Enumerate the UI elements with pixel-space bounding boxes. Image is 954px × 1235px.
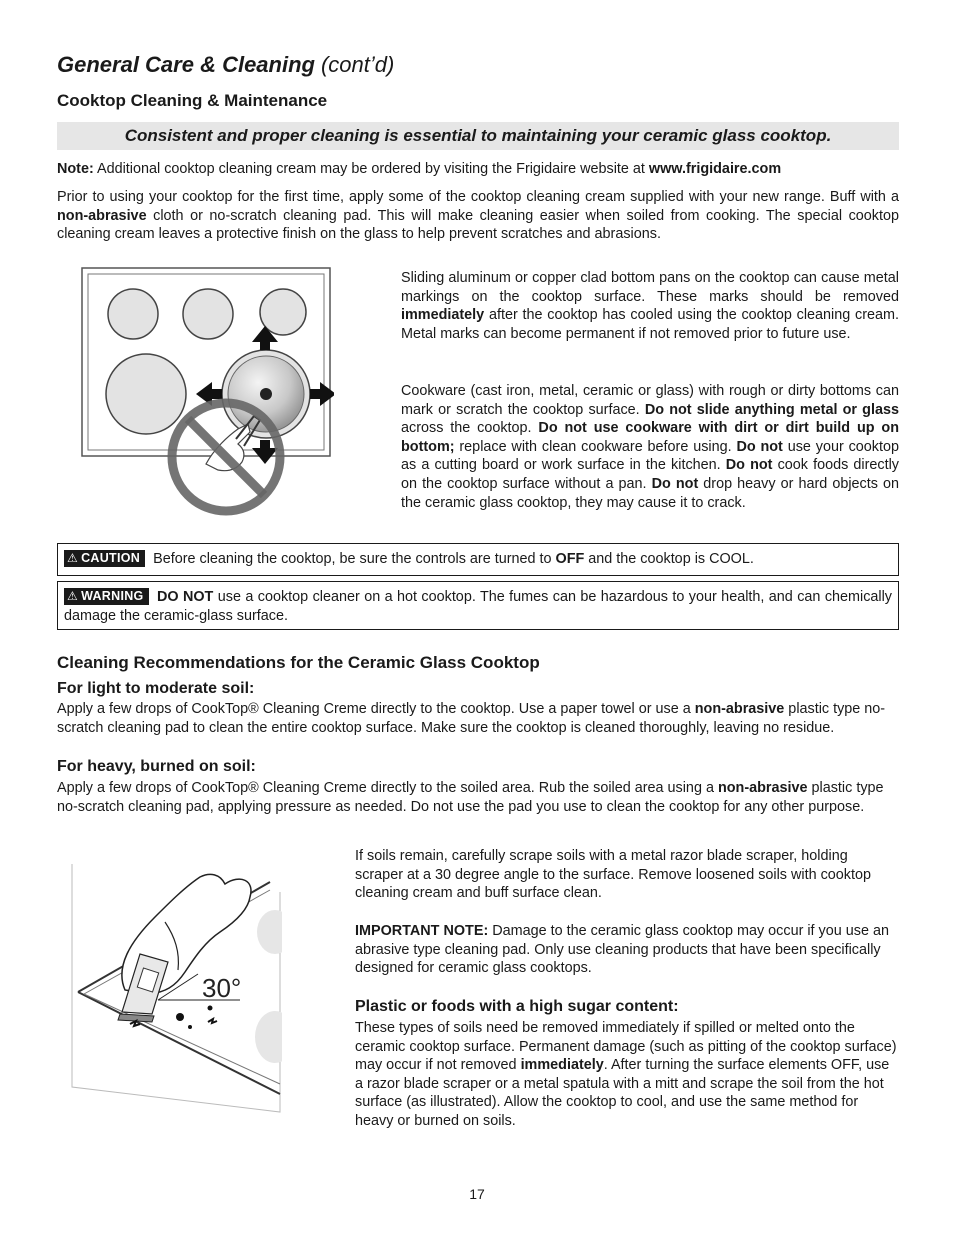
burner-center-rear bbox=[183, 289, 233, 339]
warning-triangle-icon: ⚠ bbox=[67, 589, 79, 603]
scrape-mark bbox=[208, 1019, 217, 1023]
caution-badge: ⚠ CAUTION bbox=[64, 550, 145, 567]
burner-left-front bbox=[106, 354, 186, 434]
scraper-paragraph: If soils remain, carefully scrape soils with a metal razor blade scraper, holding scraper at a 30 degree angle to the surface. Remove loosened soils with cooktop cleaning cream and buff surface clean. bbox=[355, 848, 871, 902]
heavy-soil-paragraph: Apply a few drops of CookTop® Cleaning Creme directly to the soiled area. Rub the soiled area using a non-abrasive plastic type no-scratch cleaning pad, applying pressure as needed. Do not use the pad you use to clean the cooktop for any other purpose. bbox=[57, 780, 884, 815]
sugar-heading: Plastic or foods with a high sugar content: bbox=[355, 998, 679, 1015]
heavy-soil-heading: For heavy, burned on soil: bbox=[57, 758, 256, 775]
light-soil-paragraph: Apply a few drops of CookTop® Cleaning Creme directly to the cooktop. Use a paper towel or use a non-abrasive plastic type no-scratch cleaning pad to clean the entire cooktop surface. Make sure the cooktop is cleaned thoroughly, leaving no residue. bbox=[57, 701, 886, 736]
website-link[interactable]: www.frigidaire.com bbox=[648, 161, 782, 177]
cooktop-slide-illustration bbox=[78, 264, 334, 526]
note-label: Note: bbox=[57, 161, 94, 177]
caution-box: ⚠ CAUTION Before cleaning the cooktop, be sure the controls are turned to OFF and the cooktop is COOL. bbox=[57, 543, 899, 576]
page-title bbox=[57, 52, 394, 78]
title-suffix: (cont’d) bbox=[320, 52, 395, 77]
prior-text-b: cloth or no-scratch cleaning pad. This will make cleaning easier when soiled from cooking. The special cooktop cleaning cream leaves a protective finish on the glass to help prevent scratches and abrasions. bbox=[57, 207, 899, 243]
soil-mark bbox=[188, 1025, 192, 1029]
important-note-paragraph: IMPORTANT NOTE: Damage to the ceramic glass cooktop may occur if you use an abrasive type cleaning pad. Only use cleaning products that have been specifically designed for ceramic glass cooktops. bbox=[355, 923, 889, 977]
sliding-paragraph: Sliding aluminum or copper clad bottom pans on the cooktop can cause metal markings on the cooktop surface. These marks should be removed immediately after the cooktop has cooled using the cooktop cleaning cream. Metal marks can become permanent if not removed prior to future use. bbox=[401, 270, 899, 342]
cleaning-banner: Consistent and proper cleaning is essential to maintaining your ceramic glass cooktop. bbox=[57, 122, 899, 150]
scraper-illustration bbox=[70, 862, 282, 1114]
cookware-paragraph: Cookware (cast iron, metal, ceramic or glass) with rough or dirty bottoms can mark or scratch the cooktop surface. Do not slide anything metal or glass across the cooktop. Do not use cookware with dirt or dirt build up on bottom; replace with clean cookware before using. Do not use your cooktop as a cutting board or work surface in the kitchen. Do not cook foods directly on the cooktop surface without a pan. Do not drop heavy or hard objects on the ceramic glass cooktop, they may cause it to crack. bbox=[401, 383, 899, 511]
prior-bold: non-abrasive bbox=[57, 207, 147, 224]
burner-left-rear bbox=[108, 289, 158, 339]
warning-box: ⚠ WARNING DO NOT use a cooktop cleaner on a hot cooktop. The fumes can be hazardous to your health, and can chemically damage the ceramic-glass surface. bbox=[57, 581, 899, 630]
warning-triangle-icon: ⚠ bbox=[67, 551, 79, 565]
pan-center bbox=[260, 388, 272, 400]
soil-mark bbox=[176, 1013, 184, 1021]
note-paragraph bbox=[57, 160, 899, 179]
prior-use-paragraph bbox=[57, 188, 899, 244]
soil-mark bbox=[208, 1006, 213, 1011]
angle-label: 30° bbox=[202, 973, 242, 1003]
recommendations-heading: Cleaning Recommendations for the Ceramic Glass Cooktop bbox=[57, 653, 540, 672]
burner-shape-lower bbox=[255, 1011, 282, 1063]
light-soil-heading: For light to moderate soil: bbox=[57, 680, 255, 697]
title-main: General Care & Cleaning bbox=[57, 52, 315, 77]
page-number: 17 bbox=[469, 1186, 485, 1202]
prior-text-a: Prior to using your cooktop for the first time, apply some of the cooktop cleaning cream supplied with your new range. Buff with a bbox=[57, 189, 899, 205]
note-text: Additional cooktop cleaning cream may be ordered by visiting the Frigidaire website at bbox=[93, 161, 649, 177]
cooktop-heading: Cooktop Cleaning & Maintenance bbox=[57, 91, 328, 110]
sugar-paragraph: These types of soils need be removed immediately if spilled or melted onto the ceramic cooktop surface. Permanent damage (such as pitting of the cooktop surface) may occur if not removed immediately. After turning the surface elements OFF, use a razor blade scraper or a metal spatula with a mitt and scrape the soil from the hot surface (as illustrated). Allow the cooktop to cool, and use the same method for heavy or burned on soils. bbox=[355, 1020, 897, 1129]
burner-right-rear bbox=[260, 289, 306, 335]
warning-badge: ⚠ WARNING bbox=[64, 588, 149, 605]
burner-shape bbox=[257, 910, 282, 954]
